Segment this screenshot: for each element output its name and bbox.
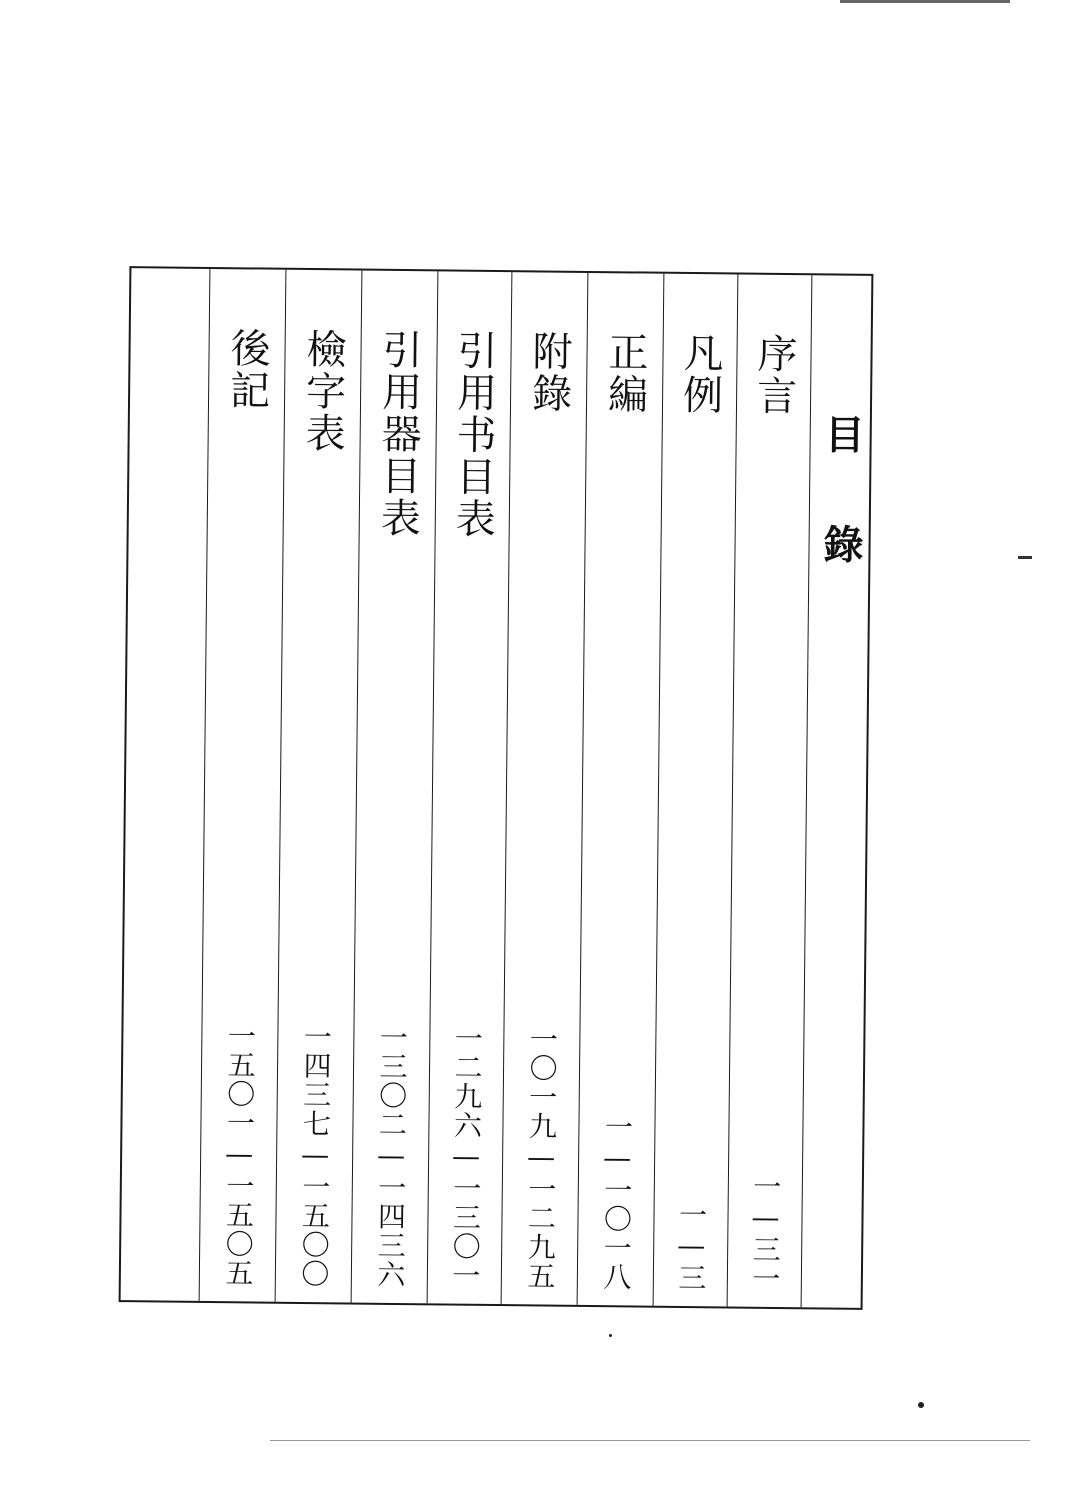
scan-noise-line bbox=[270, 1440, 1030, 1441]
scan-mark bbox=[1018, 556, 1032, 559]
entry-pages: 一四三七—一五〇〇 bbox=[297, 1021, 334, 1289]
table-of-contents bbox=[119, 266, 874, 1310]
entry-title: 引用书目表 bbox=[449, 329, 498, 540]
entry-pages: 一五〇一—一五〇五 bbox=[221, 1021, 258, 1288]
entry-title: 序言 bbox=[750, 332, 798, 418]
toc-entry-cited-books bbox=[427, 271, 512, 1304]
entry-pages: 一—三一 bbox=[748, 1171, 783, 1294]
entry-title: 附錄 bbox=[525, 330, 573, 415]
entry-pages: 一—三 bbox=[674, 1199, 709, 1293]
scan-mark bbox=[840, 0, 1010, 3]
heading-column bbox=[801, 275, 874, 1308]
entry-title: 後記 bbox=[223, 327, 271, 412]
toc-entry-conventions bbox=[653, 274, 738, 1307]
toc-heading: 目錄 bbox=[816, 413, 866, 634]
entry-title: 凡例 bbox=[676, 331, 724, 417]
entry-title: 正編 bbox=[601, 331, 649, 416]
toc-entry-preface bbox=[727, 274, 812, 1307]
toc-entry-appendix bbox=[501, 272, 588, 1305]
toc-entry-main-part bbox=[577, 273, 664, 1306]
entry-title: 引用器目表 bbox=[374, 328, 423, 540]
entry-pages: 一〇一九—一二九五 bbox=[523, 1024, 560, 1291]
entry-title: 檢字表 bbox=[298, 327, 347, 455]
empty-column bbox=[121, 268, 210, 1301]
toc-entry-cited-vessels bbox=[351, 271, 438, 1304]
entry-pages: 一二九六—一三〇一 bbox=[448, 1023, 485, 1290]
entry-pages: 一—一〇一八 bbox=[599, 1112, 635, 1292]
entry-pages: 一三〇二—一四三六 bbox=[373, 1022, 410, 1290]
scan-speck bbox=[609, 1334, 612, 1337]
scan-speck bbox=[918, 1402, 924, 1408]
toc-entry-character-index bbox=[275, 270, 362, 1303]
toc-entry-afterword bbox=[199, 269, 286, 1302]
